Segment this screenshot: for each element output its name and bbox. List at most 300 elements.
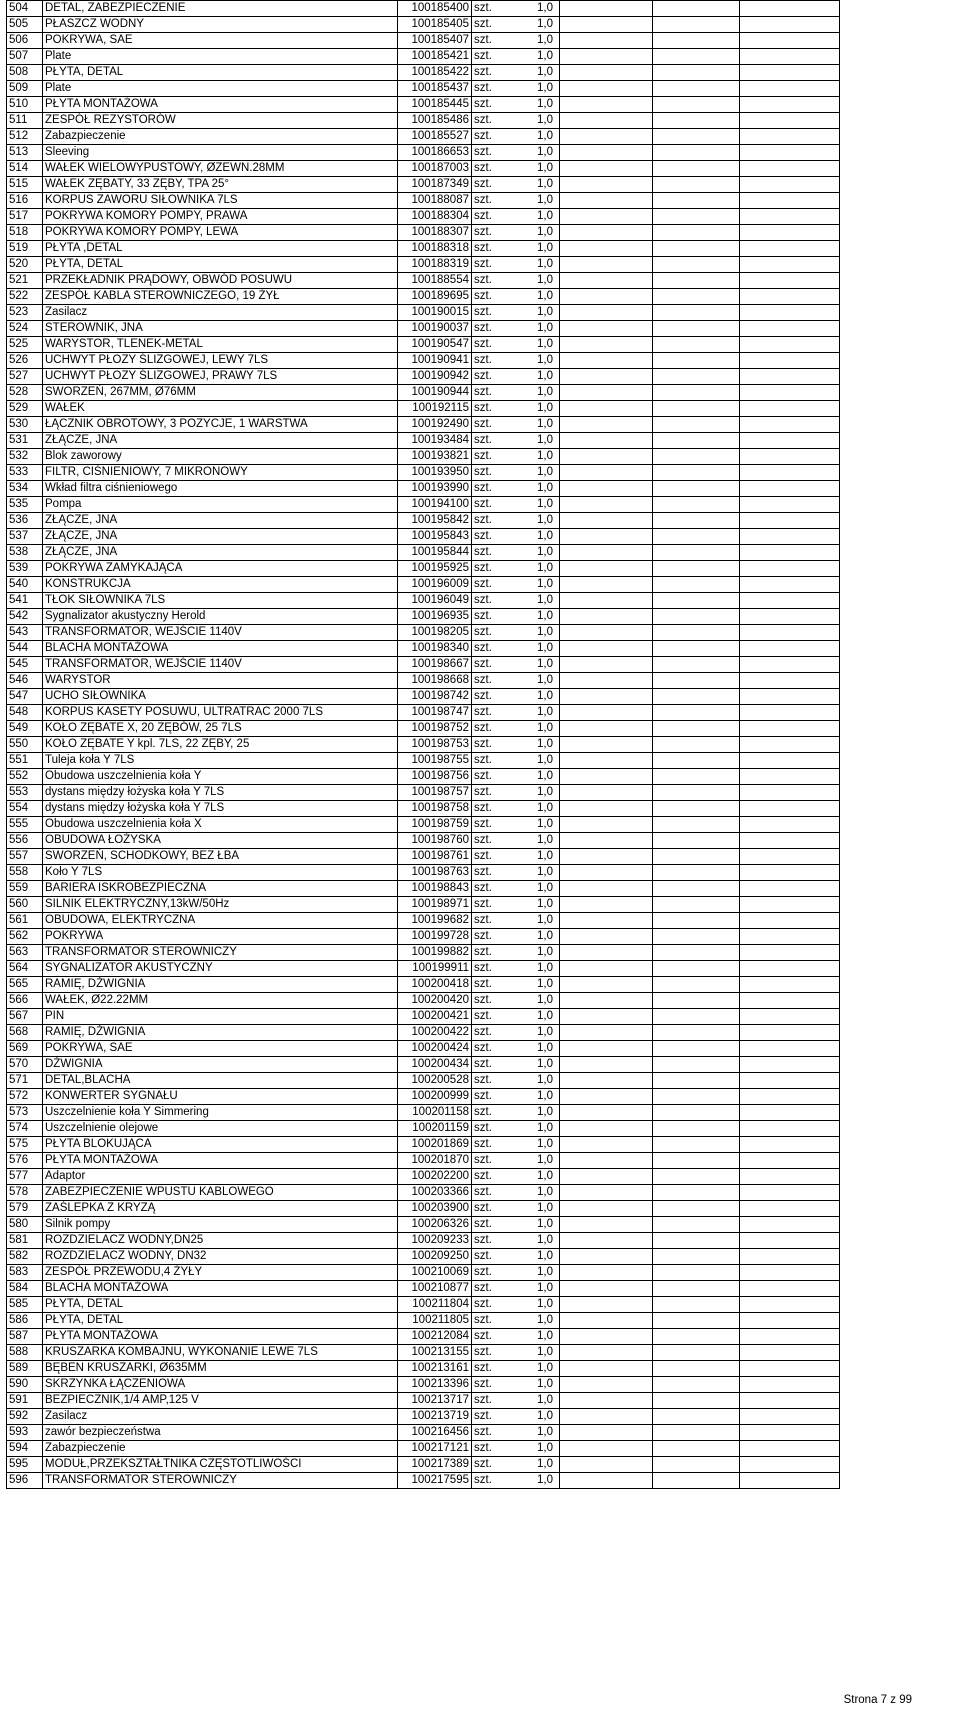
part-description: ŁĄCZNIK OBROTOWY, 3 POZYCJE, 1 WARSTWA	[43, 417, 398, 433]
empty-cell	[740, 369, 840, 385]
quantity-cell: 1,0	[518, 1345, 560, 1361]
unit-cell: szt.	[472, 625, 518, 641]
part-description: POKRYWA	[43, 929, 398, 945]
part-code: 100193484	[398, 433, 472, 449]
table-row	[7, 1409, 840, 1425]
part-code: 100185421	[398, 49, 472, 65]
part-code: 100198752	[398, 721, 472, 737]
unit-cell: szt.	[472, 1265, 518, 1281]
table-row	[7, 1265, 840, 1281]
unit-cell: szt.	[472, 1393, 518, 1409]
empty-cell	[740, 1313, 840, 1329]
unit-cell: szt.	[472, 1169, 518, 1185]
row-number: 542	[7, 609, 43, 625]
empty-cell	[653, 721, 740, 737]
empty-cell	[740, 1137, 840, 1153]
part-description: KOŁO ZĘBATE X, 20 ZĘBÓW, 25 7LS	[43, 721, 398, 737]
empty-cell	[740, 305, 840, 321]
part-code: 100198971	[398, 897, 472, 913]
unit-cell: szt.	[472, 497, 518, 513]
part-code: 100213717	[398, 1393, 472, 1409]
quantity-cell: 1,0	[518, 369, 560, 385]
unit-cell: szt.	[472, 369, 518, 385]
table-row	[7, 401, 840, 417]
row-number: 588	[7, 1345, 43, 1361]
empty-cell	[653, 513, 740, 529]
empty-cell	[740, 769, 840, 785]
part-description: Tuleja koła Y 7LS	[43, 753, 398, 769]
quantity-cell: 1,0	[518, 449, 560, 465]
empty-cell	[560, 785, 653, 801]
part-code: 100198668	[398, 673, 472, 689]
empty-cell	[653, 1201, 740, 1217]
table-row	[7, 1089, 840, 1105]
empty-cell	[653, 1281, 740, 1297]
quantity-cell: 1,0	[518, 465, 560, 481]
unit-cell: szt.	[472, 97, 518, 113]
empty-cell	[740, 609, 840, 625]
empty-cell	[740, 1425, 840, 1441]
empty-cell	[560, 1249, 653, 1265]
row-number: 512	[7, 129, 43, 145]
empty-cell	[653, 1025, 740, 1041]
unit-cell: szt.	[472, 1185, 518, 1201]
table-row	[7, 1105, 840, 1121]
unit-cell: szt.	[472, 145, 518, 161]
empty-cell	[560, 1025, 653, 1041]
empty-cell	[653, 865, 740, 881]
part-code: 100199882	[398, 945, 472, 961]
part-code: 100187003	[398, 161, 472, 177]
row-number: 540	[7, 577, 43, 593]
unit-cell: szt.	[472, 17, 518, 33]
empty-cell	[560, 145, 653, 161]
empty-cell	[560, 385, 653, 401]
empty-cell	[740, 993, 840, 1009]
row-number: 519	[7, 241, 43, 257]
empty-cell	[653, 1265, 740, 1281]
empty-cell	[740, 1233, 840, 1249]
empty-cell	[653, 1041, 740, 1057]
empty-cell	[560, 1105, 653, 1121]
empty-cell	[653, 401, 740, 417]
row-number: 594	[7, 1441, 43, 1457]
empty-cell	[560, 369, 653, 385]
part-code: 100198761	[398, 849, 472, 865]
quantity-cell: 1,0	[518, 417, 560, 433]
empty-cell	[740, 1, 840, 17]
part-description: UCHO SIŁOWNIKA	[43, 689, 398, 705]
row-number: 549	[7, 721, 43, 737]
table-row	[7, 817, 840, 833]
part-code: 100195925	[398, 561, 472, 577]
quantity-cell: 1,0	[518, 1265, 560, 1281]
empty-cell	[653, 545, 740, 561]
empty-cell	[740, 833, 840, 849]
page-number: Strona 7 z 99	[843, 1694, 912, 1706]
table-row	[7, 1281, 840, 1297]
part-description: TŁOK SIŁOWNIKA 7LS	[43, 593, 398, 609]
empty-cell	[560, 929, 653, 945]
empty-cell	[740, 1281, 840, 1297]
empty-cell	[653, 737, 740, 753]
quantity-cell: 1,0	[518, 1089, 560, 1105]
unit-cell: szt.	[472, 65, 518, 81]
empty-cell	[560, 177, 653, 193]
empty-cell	[740, 1169, 840, 1185]
empty-cell	[740, 97, 840, 113]
row-number: 509	[7, 81, 43, 97]
table-row	[7, 945, 840, 961]
quantity-cell: 1,0	[518, 401, 560, 417]
empty-cell	[653, 577, 740, 593]
table-row	[7, 1073, 840, 1089]
empty-cell	[560, 721, 653, 737]
empty-cell	[740, 129, 840, 145]
quantity-cell: 1,0	[518, 689, 560, 705]
empty-cell	[740, 1457, 840, 1473]
row-number: 555	[7, 817, 43, 833]
table-row	[7, 529, 840, 545]
empty-cell	[653, 561, 740, 577]
part-description: FILTR, CIŚNIENIOWY, 7 MIKRONOWY	[43, 465, 398, 481]
row-number: 559	[7, 881, 43, 897]
empty-cell	[740, 1217, 840, 1233]
unit-cell: szt.	[472, 481, 518, 497]
part-code: 100211804	[398, 1297, 472, 1313]
table-row	[7, 353, 840, 369]
table-row	[7, 577, 840, 593]
row-number: 592	[7, 1409, 43, 1425]
empty-cell	[560, 657, 653, 673]
part-code: 100198747	[398, 705, 472, 721]
unit-cell: szt.	[472, 1297, 518, 1313]
empty-cell	[653, 257, 740, 273]
part-description: SWORZEŃ, SCHODKOWY, BEZ ŁBA	[43, 849, 398, 865]
row-number: 550	[7, 737, 43, 753]
empty-cell	[560, 1297, 653, 1313]
row-number: 511	[7, 113, 43, 129]
empty-cell	[740, 577, 840, 593]
part-code: 100185445	[398, 97, 472, 113]
row-number: 545	[7, 657, 43, 673]
row-number: 577	[7, 1169, 43, 1185]
empty-cell	[653, 129, 740, 145]
empty-cell	[560, 257, 653, 273]
empty-cell	[560, 625, 653, 641]
part-description: SWORZEŃ, 267MM, Ø76MM	[43, 385, 398, 401]
table-row	[7, 225, 840, 241]
row-number: 573	[7, 1105, 43, 1121]
part-description: Sleeving	[43, 145, 398, 161]
part-code: 100195842	[398, 513, 472, 529]
quantity-cell: 1,0	[518, 1393, 560, 1409]
part-description: BĘBEN KRUSZARKI, Ø635MM	[43, 1361, 398, 1377]
quantity-cell: 1,0	[518, 737, 560, 753]
quantity-cell: 1,0	[518, 993, 560, 1009]
unit-cell: szt.	[472, 865, 518, 881]
empty-cell	[560, 433, 653, 449]
row-number: 552	[7, 769, 43, 785]
empty-cell	[653, 225, 740, 241]
part-description: BLACHA MONTAŻOWA	[43, 641, 398, 657]
empty-cell	[560, 1153, 653, 1169]
empty-cell	[653, 1473, 740, 1489]
empty-cell	[740, 929, 840, 945]
empty-cell	[740, 817, 840, 833]
table-row	[7, 1, 840, 17]
unit-cell: szt.	[472, 881, 518, 897]
table-row	[7, 721, 840, 737]
row-number: 513	[7, 145, 43, 161]
row-number: 566	[7, 993, 43, 1009]
unit-cell: szt.	[472, 193, 518, 209]
part-description: PIN	[43, 1009, 398, 1025]
unit-cell: szt.	[472, 769, 518, 785]
unit-cell: szt.	[472, 209, 518, 225]
part-description: Adaptor	[43, 1169, 398, 1185]
unit-cell: szt.	[472, 961, 518, 977]
quantity-cell: 1,0	[518, 161, 560, 177]
empty-cell	[740, 321, 840, 337]
row-number: 560	[7, 897, 43, 913]
unit-cell: szt.	[472, 305, 518, 321]
quantity-cell: 1,0	[518, 881, 560, 897]
empty-cell	[560, 417, 653, 433]
row-number: 578	[7, 1185, 43, 1201]
part-code: 100192490	[398, 417, 472, 433]
empty-cell	[740, 513, 840, 529]
empty-cell	[560, 881, 653, 897]
row-number: 504	[7, 1, 43, 17]
row-number: 547	[7, 689, 43, 705]
table-row	[7, 449, 840, 465]
part-description: TRANSFORMATOR STEROWNICZY	[43, 1473, 398, 1489]
quantity-cell: 1,0	[518, 785, 560, 801]
part-description: KORPUS ZAWORU SIŁOWNIKA 7LS	[43, 193, 398, 209]
quantity-cell: 1,0	[518, 833, 560, 849]
quantity-cell: 1,0	[518, 897, 560, 913]
row-number: 525	[7, 337, 43, 353]
empty-cell	[653, 433, 740, 449]
row-number: 521	[7, 273, 43, 289]
quantity-cell: 1,0	[518, 273, 560, 289]
part-code: 100200418	[398, 977, 472, 993]
row-number: 538	[7, 545, 43, 561]
row-number: 546	[7, 673, 43, 689]
empty-cell	[560, 1041, 653, 1057]
table-row	[7, 1057, 840, 1073]
part-description: UCHWYT PŁOZY ŚLIZGOWEJ, LEWY 7LS	[43, 353, 398, 369]
part-description: ROZDZIELACZ WODNY,DN25	[43, 1233, 398, 1249]
quantity-cell: 1,0	[518, 913, 560, 929]
quantity-cell: 1,0	[518, 49, 560, 65]
table-row	[7, 1393, 840, 1409]
row-number: 567	[7, 1009, 43, 1025]
empty-cell	[740, 961, 840, 977]
empty-cell	[560, 449, 653, 465]
unit-cell: szt.	[472, 833, 518, 849]
quantity-cell: 1,0	[518, 97, 560, 113]
row-number: 580	[7, 1217, 43, 1233]
empty-cell	[653, 1329, 740, 1345]
empty-cell	[740, 209, 840, 225]
table-row	[7, 81, 840, 97]
unit-cell: szt.	[472, 129, 518, 145]
table-row	[7, 257, 840, 273]
part-description: Silnik pompy	[43, 1217, 398, 1233]
empty-cell	[740, 1441, 840, 1457]
empty-cell	[653, 897, 740, 913]
empty-cell	[560, 545, 653, 561]
empty-cell	[653, 1233, 740, 1249]
quantity-cell: 1,0	[518, 1281, 560, 1297]
empty-cell	[653, 1121, 740, 1137]
part-code: 100196049	[398, 593, 472, 609]
part-description: Uszczelnienie koła Y Simmering	[43, 1105, 398, 1121]
empty-cell	[653, 81, 740, 97]
empty-cell	[653, 1089, 740, 1105]
empty-cell	[653, 785, 740, 801]
part-description: ZESPÓŁ REZYSTORÓW	[43, 113, 398, 129]
part-code: 100201158	[398, 1105, 472, 1121]
table-row	[7, 273, 840, 289]
row-number: 557	[7, 849, 43, 865]
part-code: 100209233	[398, 1233, 472, 1249]
empty-cell	[560, 1409, 653, 1425]
empty-cell	[740, 689, 840, 705]
quantity-cell: 1,0	[518, 241, 560, 257]
row-number: 556	[7, 833, 43, 849]
row-number: 515	[7, 177, 43, 193]
unit-cell: szt.	[472, 593, 518, 609]
empty-cell	[740, 401, 840, 417]
table-row	[7, 1361, 840, 1377]
unit-cell: szt.	[472, 1281, 518, 1297]
row-number: 548	[7, 705, 43, 721]
empty-cell	[560, 401, 653, 417]
empty-cell	[653, 209, 740, 225]
unit-cell: szt.	[472, 49, 518, 65]
empty-cell	[653, 977, 740, 993]
empty-cell	[653, 833, 740, 849]
part-code: 100200528	[398, 1073, 472, 1089]
empty-cell	[653, 49, 740, 65]
quantity-cell: 1,0	[518, 1313, 560, 1329]
part-code: 100198759	[398, 817, 472, 833]
part-code: 100203900	[398, 1201, 472, 1217]
empty-cell	[740, 641, 840, 657]
quantity-cell: 1,0	[518, 481, 560, 497]
row-number: 590	[7, 1377, 43, 1393]
quantity-cell: 1,0	[518, 113, 560, 129]
row-number: 523	[7, 305, 43, 321]
empty-cell	[740, 193, 840, 209]
row-number: 583	[7, 1265, 43, 1281]
quantity-cell: 1,0	[518, 1329, 560, 1345]
unit-cell: szt.	[472, 1057, 518, 1073]
row-number: 596	[7, 1473, 43, 1489]
part-description: DŹWIGNIA	[43, 1057, 398, 1073]
row-number: 531	[7, 433, 43, 449]
empty-cell	[653, 1153, 740, 1169]
part-description: PŁYTA MONTAŻOWA	[43, 1153, 398, 1169]
quantity-cell: 1,0	[518, 1361, 560, 1377]
empty-cell	[560, 945, 653, 961]
empty-cell	[560, 993, 653, 1009]
part-code: 100201159	[398, 1121, 472, 1137]
part-code: 100200420	[398, 993, 472, 1009]
empty-cell	[653, 385, 740, 401]
part-description: SKRZYNKA ŁĄCZENIOWA	[43, 1377, 398, 1393]
empty-cell	[560, 225, 653, 241]
table-row	[7, 177, 840, 193]
empty-cell	[740, 65, 840, 81]
part-code: 100185400	[398, 1, 472, 17]
unit-cell: szt.	[472, 849, 518, 865]
empty-cell	[740, 385, 840, 401]
unit-cell: szt.	[472, 225, 518, 241]
empty-cell	[653, 849, 740, 865]
part-code: 100198755	[398, 753, 472, 769]
part-code: 100198742	[398, 689, 472, 705]
part-code: 100190944	[398, 385, 472, 401]
quantity-cell: 1,0	[518, 209, 560, 225]
empty-cell	[560, 1121, 653, 1137]
row-number: 563	[7, 945, 43, 961]
empty-cell	[560, 1089, 653, 1105]
part-description: TRANSFORMATOR STEROWNICZY	[43, 945, 398, 961]
empty-cell	[740, 273, 840, 289]
unit-cell: szt.	[472, 273, 518, 289]
empty-cell	[740, 481, 840, 497]
unit-cell: szt.	[472, 609, 518, 625]
quantity-cell: 1,0	[518, 753, 560, 769]
empty-cell	[653, 1297, 740, 1313]
empty-cell	[653, 945, 740, 961]
row-number: 528	[7, 385, 43, 401]
table-row	[7, 65, 840, 81]
table-row	[7, 1457, 840, 1473]
row-number: 535	[7, 497, 43, 513]
row-number: 520	[7, 257, 43, 273]
part-code: 100198205	[398, 625, 472, 641]
table-row	[7, 369, 840, 385]
part-description: PRZEKŁADNIK PRĄDOWY, OBWÓD POSUWU	[43, 273, 398, 289]
part-code: 100210877	[398, 1281, 472, 1297]
empty-cell	[560, 1361, 653, 1377]
empty-cell	[560, 17, 653, 33]
unit-cell: szt.	[472, 1073, 518, 1089]
table-row	[7, 673, 840, 689]
empty-cell	[740, 881, 840, 897]
part-description: WAŁEK ZĘBATY, 33 ZĘBY, TPA 25°	[43, 177, 398, 193]
part-description: PŁYTA ,DETAL	[43, 241, 398, 257]
quantity-cell: 1,0	[518, 497, 560, 513]
part-description: PŁASZCZ WODNY	[43, 17, 398, 33]
unit-cell: szt.	[472, 337, 518, 353]
table-row	[7, 1473, 840, 1489]
quantity-cell: 1,0	[518, 929, 560, 945]
empty-cell	[740, 865, 840, 881]
empty-cell	[653, 593, 740, 609]
empty-cell	[560, 273, 653, 289]
empty-cell	[560, 1425, 653, 1441]
quantity-cell: 1,0	[518, 641, 560, 657]
empty-cell	[653, 97, 740, 113]
empty-cell	[740, 753, 840, 769]
table-row	[7, 897, 840, 913]
